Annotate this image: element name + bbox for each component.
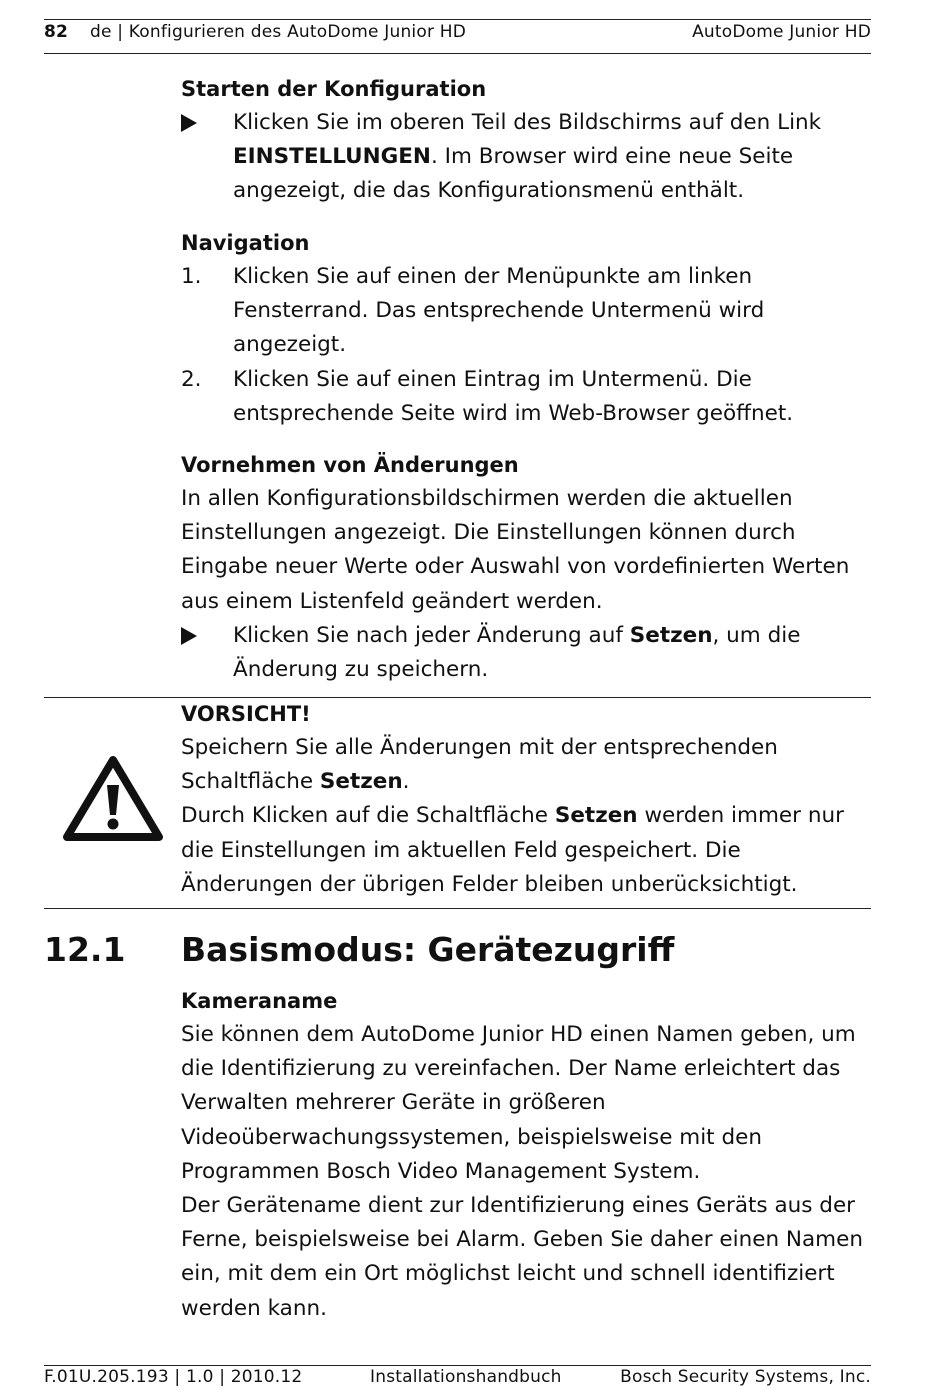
list-number: 2. [181, 366, 202, 392]
list-item-text: Klicken Sie auf einen Eintrag im Untermenü. Die entsprechende Seite wird im Web-Browser geöffnet. [233, 366, 794, 426]
list-item-text: Klicken Sie auf einen der Menüpunkte am linken Fensterrand. Das entsprechende Untermenü wird angezeigt. [233, 264, 765, 358]
section-heading: Vornehmen von Änderungen [181, 453, 519, 477]
section-paragraph: In allen Konfigurationsbildschirmen werden die aktuellen Einstellungen angezeigt. Die Einstellungen können durch Eingabe neuer Werte oder Auswahl von vordefinierten Werten aus einem Listenfeld geändert werden. [181, 486, 850, 614]
bullet-bold: EINSTELLUNGEN [233, 144, 431, 170]
list-item [181, 363, 871, 431]
header-top-rule [44, 19, 871, 20]
footer-doc-id: F.01U.205.193 | 1.0 | 2010.12 [44, 1367, 303, 1387]
caution-body [181, 697, 871, 902]
bullet-text-end: , um die Änderung zu speichern. [233, 622, 801, 683]
footer-company: Bosch Security Systems, Inc. [620, 1367, 871, 1387]
section-heading: Kameraname [181, 989, 338, 1013]
header-bottom-rule [44, 53, 871, 54]
bullet-text: Klicken Sie nach jeder Änderung auf [233, 622, 630, 648]
caution-bottom-rule [44, 908, 871, 909]
bullet-text-end: . Im Browser wird eine neue Seite angezeigt, die das Konfigurationsmenü enthält. [233, 144, 794, 204]
footer-doc-type: Installationshandbuch [370, 1367, 562, 1387]
chapter-title: Basismodus: Gerätezugriff [181, 930, 675, 969]
footer-rule [44, 1365, 871, 1366]
section-camera-name [181, 984, 871, 1326]
caution-line-2: Durch Klicken auf die Schaltfläche Setzen werden immer nur die Einstellungen im aktuellen Feld gespeichert. Die Änderungen der übrigen Felder bleiben unberücksichtigt. [181, 803, 844, 897]
list-number: 1. [181, 264, 202, 289]
section-heading: Navigation [181, 231, 310, 255]
section-paragraph: Sie können dem AutoDome Junior HD einen Namen geben, um die Identifizierung zu vereinfachen. Der Name erleichtert das Verwalten mehrerer Geräte in größeren Videoüberwachungssystemen, beispielsweise mit den Programmen Bosch Video Management System. [181, 1022, 856, 1184]
bullet-item [181, 619, 871, 687]
section-paragraph: Der Gerätename dient zur Identifizierung eines Geräts aus der Ferne, beispielsweise bei Alarm. Geben Sie daher einen Namen ein, mit dem ein Ort möglichst leicht und schnell identifiziert werden kann. [181, 1193, 863, 1321]
triangle-bullet-icon [181, 106, 197, 143]
bullet-bold: Setzen [629, 622, 713, 648]
list-item [181, 260, 871, 363]
section-heading: Starten der Konfiguration [181, 77, 487, 101]
caution-line-1: Speichern Sie alle Änderungen mit der entsprechenden Schaltfläche Setzen. [181, 735, 778, 795]
bullet-item [181, 106, 871, 209]
chapter-number: 12.1 [44, 930, 126, 969]
section-navigation [181, 226, 871, 431]
section-start [181, 72, 871, 209]
header-product: AutoDome Junior HD [692, 22, 871, 42]
section-changes [181, 448, 871, 687]
caution-title: VORSICHT! [181, 702, 311, 726]
warning-triangle-icon [60, 753, 166, 845]
page-number: 82 [44, 22, 69, 42]
header-breadcrumb: de | Konfigurieren des AutoDome Junior HD [90, 22, 467, 42]
triangle-bullet-icon [181, 619, 197, 656]
bullet-text: Klicken Sie im oberen Teil des Bildschirms auf den Link [233, 110, 822, 135]
